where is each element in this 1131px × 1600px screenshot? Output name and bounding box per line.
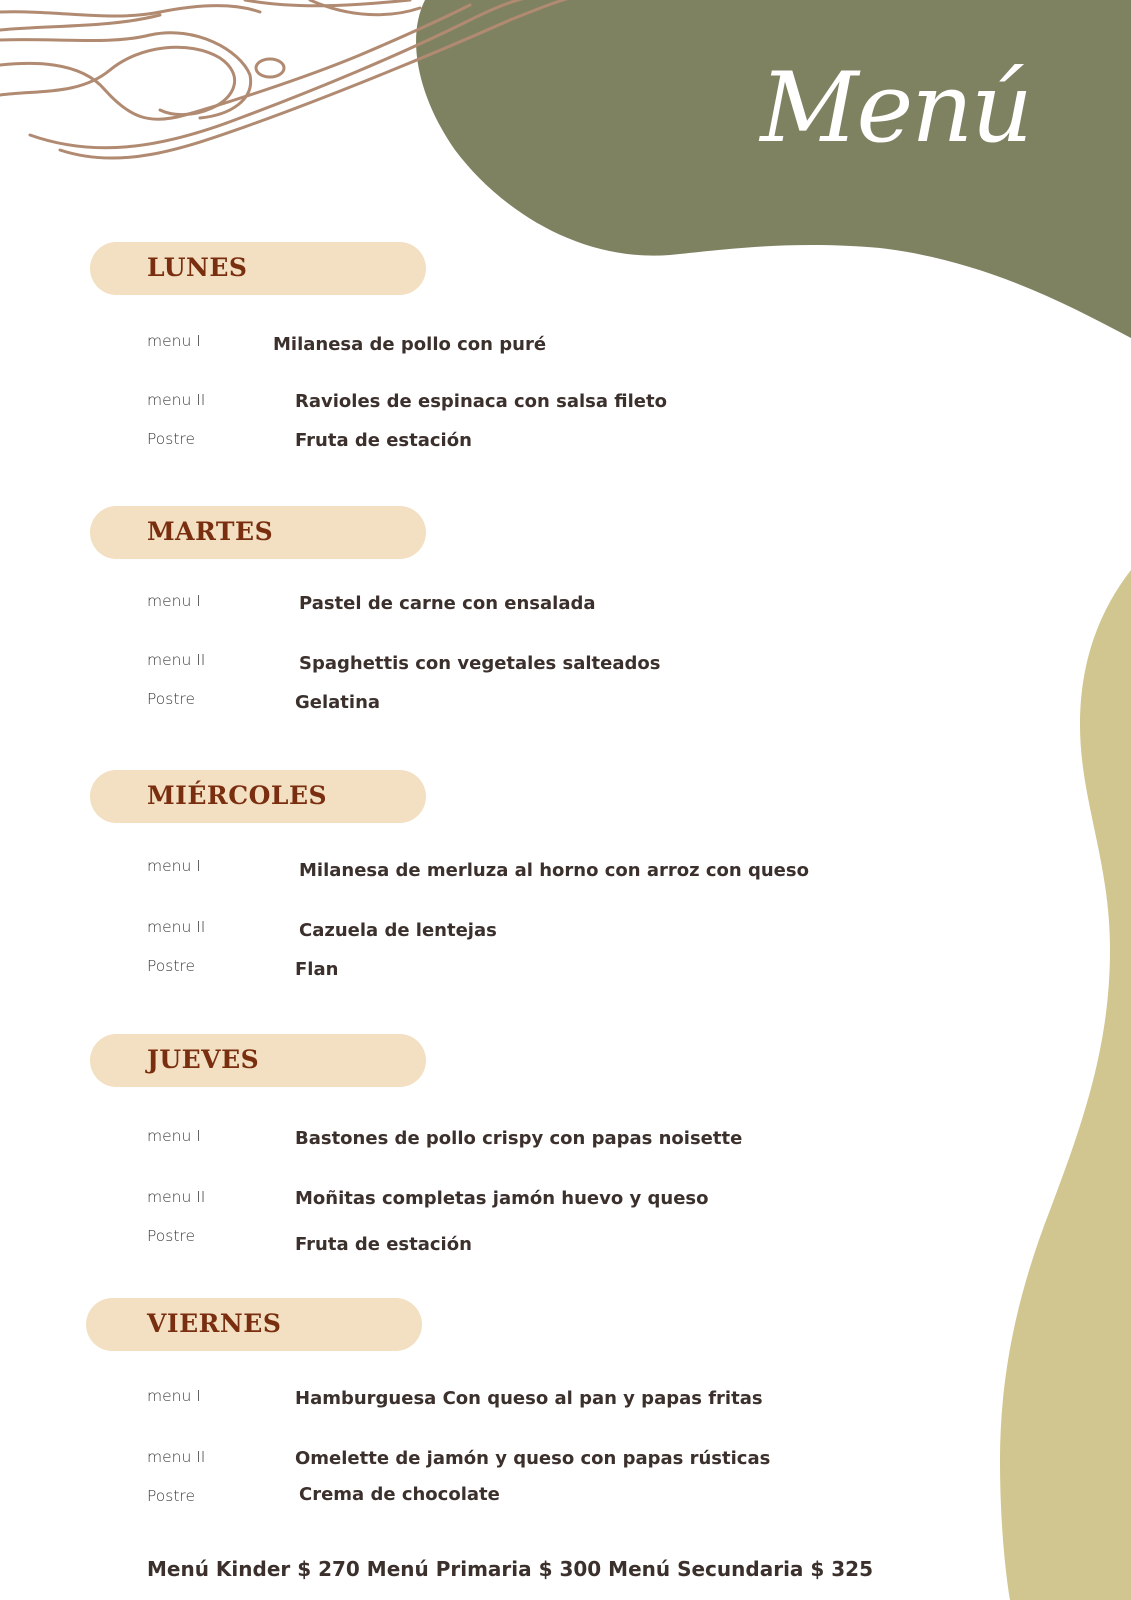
lunes-postre-dish: Fruta de estación [295, 430, 472, 451]
day-header-viernes [86, 1298, 422, 1351]
sand-blob [1000, 570, 1131, 1600]
postre-label: Postre [147, 690, 195, 708]
menu1-label: menu I [147, 857, 201, 875]
postre-label: Postre [147, 430, 195, 448]
menu1-label: menu I [147, 1127, 201, 1145]
menu2-label: menu II [147, 391, 206, 409]
day-header-martes [90, 506, 426, 559]
menu2-label: menu II [147, 1448, 206, 1466]
postre-label: Postre [147, 957, 195, 975]
price-list: Menú Kinder $ 270 Menú Primaria $ 300 Menú Secundaria $ 325 [147, 1557, 874, 1581]
day-name: MARTES [147, 517, 274, 546]
day-header-miercoles [90, 770, 426, 823]
menu2-label: menu II [147, 1188, 206, 1206]
lunes-menu2-dish: Ravioles de espinaca con salsa fileto [295, 391, 667, 412]
day-name: LUNES [147, 253, 248, 282]
miercoles-postre-dish: Flan [295, 959, 339, 980]
postre-label: Postre [147, 1227, 195, 1245]
viernes-menu2-dish: Omelette de jamón y queso con papas rústicas [295, 1448, 771, 1469]
menu1-label: menu I [147, 592, 201, 610]
jueves-postre-dish: Fruta de estación [295, 1234, 472, 1255]
miercoles-menu2-dish: Cazuela de lentejas [299, 920, 497, 941]
day-name: JUEVES [147, 1045, 260, 1074]
menu1-label: menu I [147, 332, 201, 350]
martes-menu1-dish: Pastel de carne con ensalada [299, 593, 596, 614]
martes-menu2-dish: Spaghettis con vegetales salteados [299, 653, 661, 674]
menu1-label: menu I [147, 1387, 201, 1405]
viernes-postre-dish: Crema de chocolate [299, 1484, 500, 1505]
day-name: VIERNES [147, 1309, 282, 1338]
lunes-menu1-dish: Milanesa de pollo con puré [273, 334, 547, 355]
olive-blob [416, 0, 1131, 338]
miercoles-menu1-dish: Milanesa de merluza al horno con arroz con queso [299, 860, 809, 881]
day-header-jueves [90, 1034, 426, 1087]
day-name: MIÉRCOLES [147, 781, 328, 810]
jueves-menu1-dish: Bastones de pollo crispy con papas noisette [295, 1128, 743, 1149]
menu2-label: menu II [147, 651, 206, 669]
viernes-menu1-dish: Hamburguesa Con queso al pan y papas fritas [295, 1388, 763, 1409]
jueves-menu2-dish: Moñitas completas jamón huevo y queso [295, 1188, 709, 1209]
postre-label: Postre [147, 1487, 195, 1505]
day-header-lunes [90, 242, 426, 295]
page-title: Menú [760, 52, 1031, 164]
martes-postre-dish: Gelatina [295, 692, 381, 713]
menu2-label: menu II [147, 918, 206, 936]
